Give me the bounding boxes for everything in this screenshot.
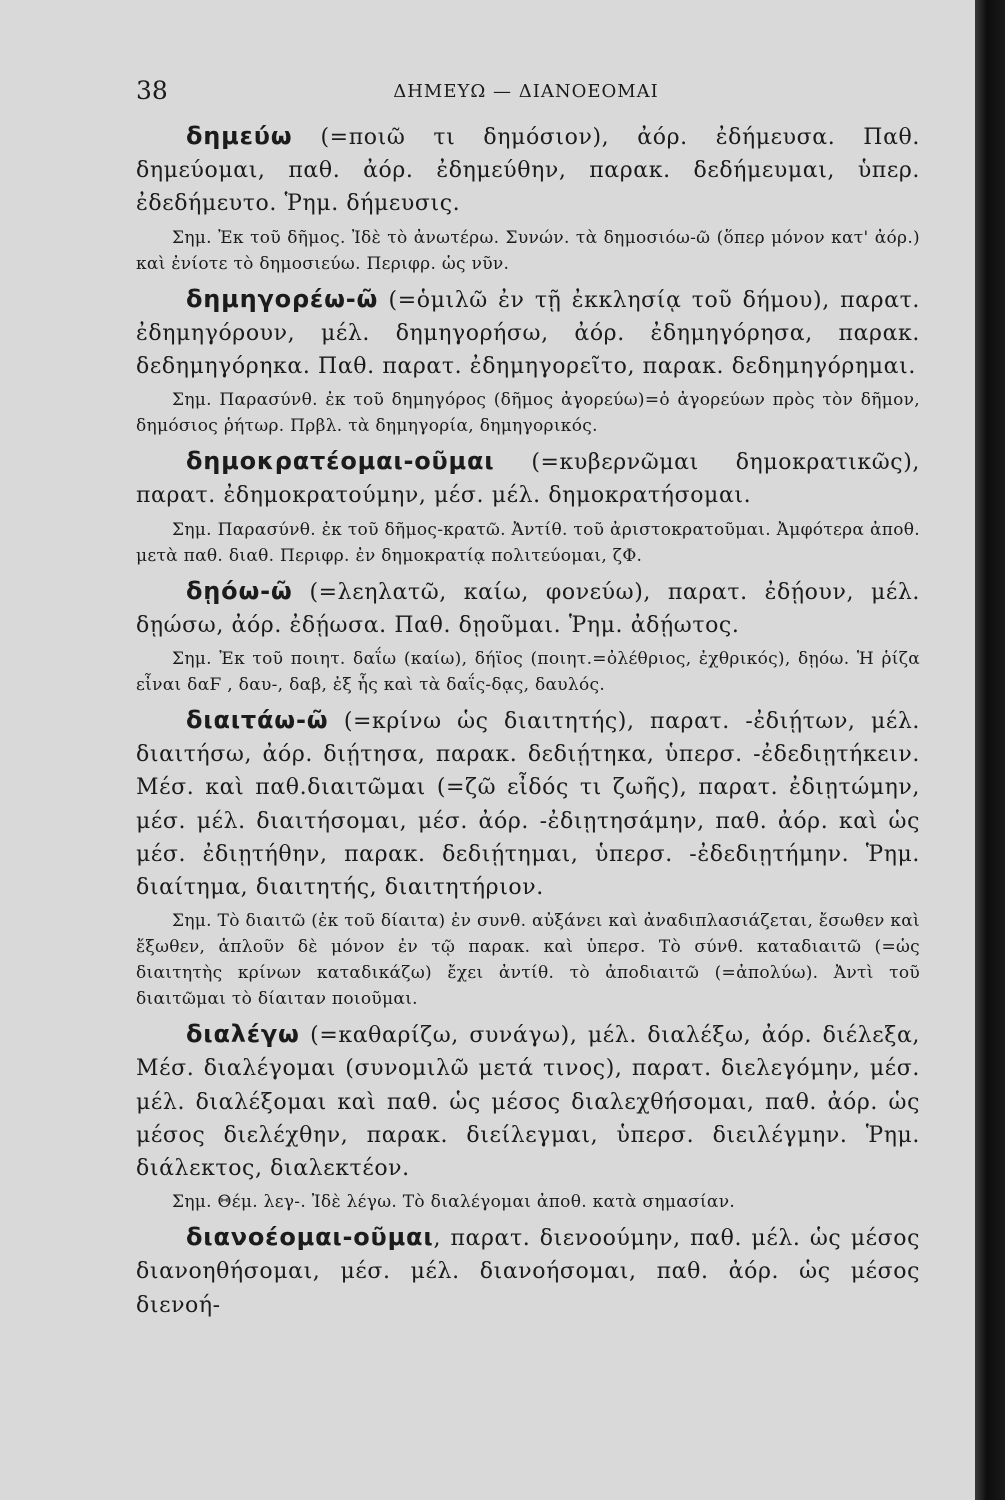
entry-note: Σημ. Παρασύνθ. ἐκ τοῦ δῆμος-κρατῶ. Ἀντίθ. τοῦ ἀριστοκρατοῦμαι. Ἀμφότερα ἀποθ. μετὰ παθ. διαθ. Περιφρ. ἐν δημοκρατίᾳ πολιτεύομαι, ζΦ.	[136, 519, 920, 566]
entry-lemma: διαλέγω	[186, 1020, 300, 1049]
dictionary-entry	[136, 575, 920, 642]
entry-definition: (=ὁμιλῶ ἐν τῇ ἐκκλησίᾳ τοῦ δήμου), παρατ. ἐδημηγόρουν, μέλ. δημηγορήσω, ἀόρ. ἐδημηγόρησα, παρακ. δεδημηγόρηκα. Παθ. παρατ. ἐδημηγορεῖτο, παρακ. δεδημηγόρημαι.	[136, 287, 920, 380]
entry-text	[136, 575, 920, 642]
entry-definition: , παρατ. διενοούμην, παθ. μέλ. ὡς μέσος διανοηθήσομαι, μέσ. μέλ. διανοήσομαι, παθ. ἀόρ. ὡς μέσος διενοή-	[136, 1226, 920, 1318]
entry-note: Σημ. Ἐκ τοῦ ποιητ. δαΐω (καίω), δήϊος (ποιητ.=ὀλέθριος, ἐχθρικός), δῃόω. Ἡ ῥίζα εἶναι δαϜ , δαυ-, δαβ, ἐξ ἧς καὶ τὰ δαΐς-δᾳς, δαυλός.	[136, 649, 920, 696]
entry-lemma: δημηγορέω-ῶ	[186, 284, 379, 313]
entry-text	[136, 1221, 920, 1322]
entry-text	[136, 283, 920, 384]
entry-definition: (=καθαρίζω, συνάγω), μέλ. διαλέξω, ἀόρ. διέλεξα, Μέσ. διαλέγομαι (συνομιλῶ μετά τινος), παρατ. διελεγόμην, μέσ. μέλ. διαλέξομαι καὶ παθ. ὡς μέσος διαλεχθήσομαι, παθ. ἀόρ. ὡς μέσος διελέχθην, παρακ. διείλεγμαι, ὑπερσ. διειλέγμην. Ῥημ. διάλεκτος, διαλεκτέον.	[136, 1023, 920, 1182]
entry-lemma: δημεύω	[186, 122, 293, 150]
entry-text	[136, 120, 920, 221]
entry-definition: (=κρίνω ὡς διαιτητής), παρατ. -ἐδιῄτων, μέλ. διαιτήσω, ἀόρ. διῄτησα, παρακ. δεδιῄτηκα, ὑπερσ. -ἐδεδιῃτήκειν. Μέσ. καὶ παθ.διαιτῶμαι (=ζῶ εἶδός τι ζωῆς), παρατ. ἐδιῃτώμην, μέσ. μέλ. διαιτήσομαι, μέσ. ἀόρ. -ἐδιῃτησάμην, παθ. ἀόρ. καὶ ὡς μέσ. ἐδιῃτήθην, παρακ. δεδιῄτημαι, ὑπερσ. -ἐδεδιῃτήμην. Ῥημ. διαίτημα, διαιτητής, διαιτητήριον.	[136, 709, 920, 901]
entry-note: Σημ. Παρασύνθ. ἐκ τοῦ δημηγόρος (δῆμος ἀγορεύω)=ὁ ἀγορεύων πρὸς τὸν δῆμον, δημόσιος ῥήτωρ. Πρβλ. τὰ δημηγορία, δημηγορικός.	[136, 390, 920, 437]
dictionary-entry	[136, 283, 920, 384]
dictionary-entry	[136, 445, 920, 512]
entry-note: Σημ. Θέμ. λεγ-. Ἰδὲ λέγω. Τὸ διαλέγομαι ἀποθ. κατὰ σημασίαν.	[172, 1192, 736, 1213]
entry-definition: (=ποιῶ τι δημόσιον), ἀόρ. ἐδήμευσα. Παθ. δημεύομαι, παθ. ἀόρ. ἐδημεύθην, παρακ. δεδήμευμαι, ὑπερ. ἐδεδήμευτο. Ῥημ. δήμευσις.	[136, 125, 920, 217]
dictionary-entry	[136, 120, 920, 221]
page-binding-edge	[975, 0, 1005, 1500]
dictionary-body	[136, 120, 920, 1322]
entry-text	[136, 1018, 920, 1185]
entry-lemma: δῃόω-ῶ	[186, 576, 293, 605]
entry-lemma: διανοέομαι-οῦμαι	[186, 1223, 434, 1252]
page-header	[136, 76, 916, 106]
page-number: 38	[136, 76, 168, 105]
entry-text	[136, 445, 920, 512]
dictionary-entry	[136, 704, 920, 904]
entry-text	[136, 704, 920, 904]
entry-definition: (=λεηλατῶ, καίω, φονεύω), παρατ. ἐδῄουν, μέλ. δῃώσω, ἀόρ. ἐδῄωσα. Παθ. δῃοῦμαι. Ῥημ. ἀδῄωτος.	[136, 579, 920, 638]
entry-lemma: δημοκρατέομαι-οῦμαι	[186, 447, 495, 476]
dictionary-entry	[136, 1018, 920, 1185]
entry-note: Σημ. Ἐκ τοῦ δῆμος. Ἰδὲ τὸ ἀνωτέρω. Συνών. τὰ δημοσιόω-ῶ (ὅπερ μόνον κατ' ἀόρ.) καὶ ἐνίοτε τὸ δημοσιεύω. Περιφρ. ὡς νῦν.	[136, 227, 920, 274]
entry-definition: (=κυβερνῶμαι δημοκρατικῶς), παρατ. ἐδημοκρατούμην, μέσ. μέλ. δημοκρατήσομαι.	[136, 450, 920, 509]
entry-note: Σημ. Τὸ διαιτῶ (ἐκ τοῦ δίαιτα) ἐν συνθ. αὐξάνει καὶ ἀναδιπλασιάζεται, ἔσωθεν καὶ ἔξωθεν, ἁπλοῦν δὲ μόνον ἐν τῷ παρακ. καὶ ὑπερσ. Τὸ σύνθ. καταδιαιτῶ (=ὡς διαιτητὴς κρίνων καταδικάζω) ἔχει ἀντίθ. τὸ ἀποδιαιτῶ (=ἀπολύω). Ἀντὶ τοῦ διαιτῶμαι τὸ δίαιταν ποιοῦμαι.	[136, 911, 920, 1010]
dictionary-entry	[136, 1221, 920, 1322]
running-head: ΔΗΜΕΥΩ — ΔΙΑΝΟΕΟΜΑΙ	[393, 81, 659, 102]
entry-lemma: διαιτάω-ῶ	[186, 706, 329, 735]
